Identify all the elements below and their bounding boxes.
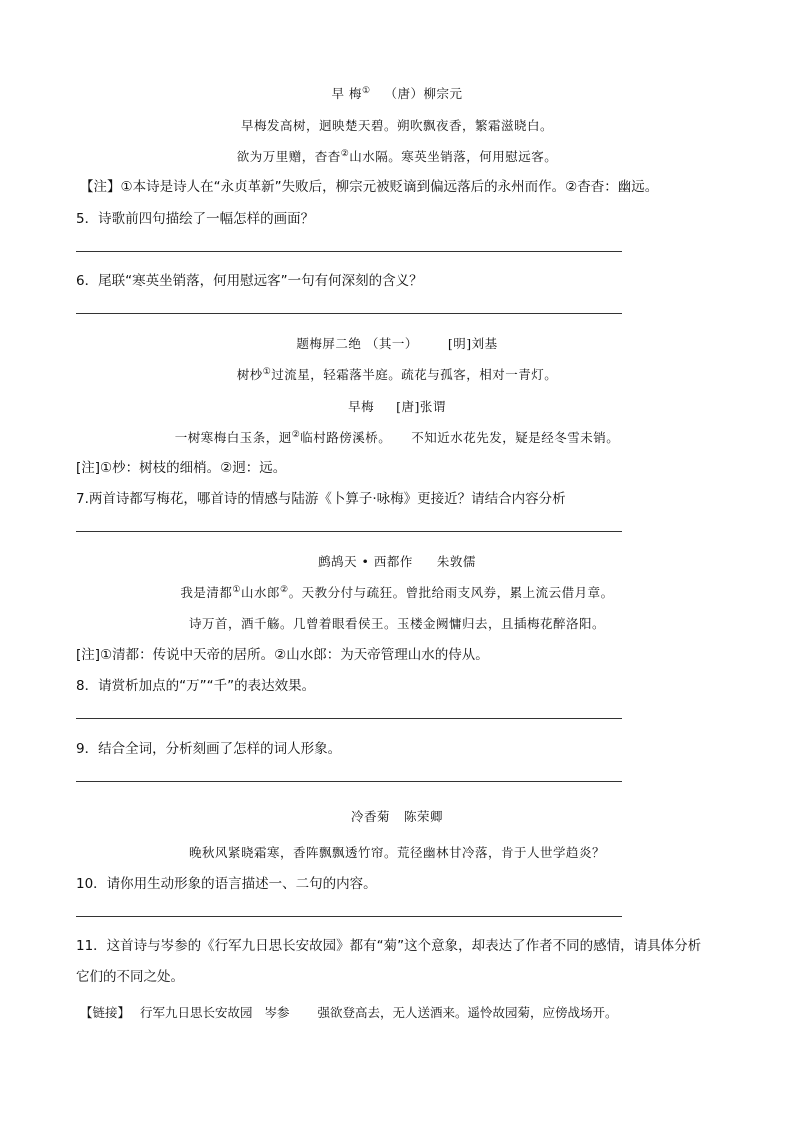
question-7: 7.两首诗都写梅花，哪首诗的情感与陆游《卜算子·咏梅》更接近？请结合内容分析 [76, 491, 566, 507]
question-11-line2: 它们的不同之处。 [76, 969, 184, 985]
answer-line-8[interactable] [76, 718, 622, 719]
link-title: 行军九日思长安故园 [140, 1005, 253, 1020]
poem4-line1-part1: 我是清都 [180, 585, 233, 600]
poem4-line1 [0, 583, 794, 601]
poem3-line1 [0, 428, 794, 446]
link-text: 强欲登高去，无人送酒来。遥怜故园菊，应傍战场开。 [317, 1005, 618, 1020]
poem5-title: 冷香菊 [350, 809, 390, 824]
poem1-heading [0, 84, 794, 102]
poem4-note: [注]①清都：传说中天帝的居所。②山水郎：为天帝管理山水的侍从。 [76, 647, 489, 663]
poem4-line1-note2: ② [280, 584, 289, 595]
answer-line-9[interactable] [76, 781, 622, 782]
link-author: 岑参 [264, 1005, 290, 1020]
answer-line-6[interactable] [76, 313, 622, 314]
poem1-note: 【注】①本诗是诗人在“永贞革新”失败后，柳宗元被贬谪到偏远落后的永州而作。②杳杳：幽远。 [80, 179, 659, 195]
poem1-line2-part1: 欲为万里赠，杳杳 [236, 149, 341, 164]
poem4-line1-part2: 山水郎 [240, 585, 280, 600]
question-9: 9．结合全词，分析刻画了怎样的词人形象。 [76, 741, 342, 757]
poem5-author: 陈荣卿 [404, 809, 444, 824]
poem2-line1-part1: 树杪 [236, 367, 263, 382]
answer-line-10[interactable] [76, 916, 622, 917]
question-10: 10．请你用生动形象的语言描述一、二句的内容。 [76, 876, 377, 892]
poem1-line2 [0, 147, 794, 165]
poem1-line1: 早梅发高树，迥映楚天碧。朔吹飘夜香，繁霜滋晓白。 [240, 118, 553, 133]
answer-line-5[interactable] [76, 251, 622, 252]
question-6: 6．尾联“寒英坐销落，何用慰远客”一句有何深刻的含义？ [76, 273, 423, 289]
poem1-title-note: ① [361, 85, 371, 96]
poem1-author: （唐）柳宗元 [384, 86, 463, 101]
poem5-line1: 晚秋风紧晓霜寒，香阵飘飘透竹帘。荒径幽林甘冷落，肯于人世学趋炎？ [188, 845, 605, 860]
poem2-line1 [0, 365, 794, 383]
poem3-line1-part2: 临村路傍溪桥。 [300, 430, 392, 445]
poem3-line1-part3: 不知近水花先发，疑是经冬雪未销。 [411, 430, 620, 445]
link-section [80, 1003, 618, 1021]
poem5-heading [0, 807, 794, 825]
question-5: 5．诗歌前四句描绘了一幅怎样的画面？ [76, 211, 315, 227]
answer-line-7[interactable] [76, 531, 622, 532]
poem2-title: 题梅屏二绝 （其一） [296, 336, 418, 351]
poem3-note: [注]①杪：树枝的细梢。②迥：远。 [76, 460, 287, 476]
poem3-line1-part1: 一树寒梅白玉条，迥 [174, 430, 292, 445]
poem4-line2: 诗万首，酒千觞。几曾着眼看侯王。玉楼金阙慵归去，且插梅花醉洛阳。 [188, 616, 605, 631]
poem2-line1-part2: 过流星，轻霜落半庭。疏花与孤客，相对一青灯。 [271, 367, 558, 382]
poem3-line1-note: ② [291, 429, 301, 440]
poem1-line2-part2: 山水隔。寒英坐销落，何用慰远客。 [349, 149, 558, 164]
question-8: 8．请赏析加点的“万”“千”的表达效果。 [76, 678, 316, 694]
question-11-line1: 11．这首诗与岑参的《行军九日思长安故园》都有“菊”这个意象，却表达了作者不同的感情，请具体分析 [76, 938, 702, 954]
poem3-heading [0, 397, 794, 415]
poem4-author: 朱敦儒 [436, 554, 476, 569]
poem2-heading [0, 334, 794, 352]
poem1-title: 早 梅 [331, 86, 362, 101]
poem3-title: 早梅 [348, 399, 375, 414]
poem2-line1-note: ① [262, 366, 272, 377]
poem1-line2-note: ② [340, 148, 350, 159]
poem4-title: 鹧鸪天 • 西都作 [318, 554, 413, 569]
poem2-author: [明]刘基 [447, 336, 498, 351]
poem4-line1-note1: ① [232, 584, 241, 595]
poem4-line1-part3: 。天教分付与疏狂。曾批给雨支风券，累上流云借月章。 [288, 585, 614, 600]
poem3-author: [唐]张谓 [396, 399, 446, 414]
poem4-heading [0, 552, 794, 570]
link-label: 【链接】 [80, 1005, 131, 1020]
